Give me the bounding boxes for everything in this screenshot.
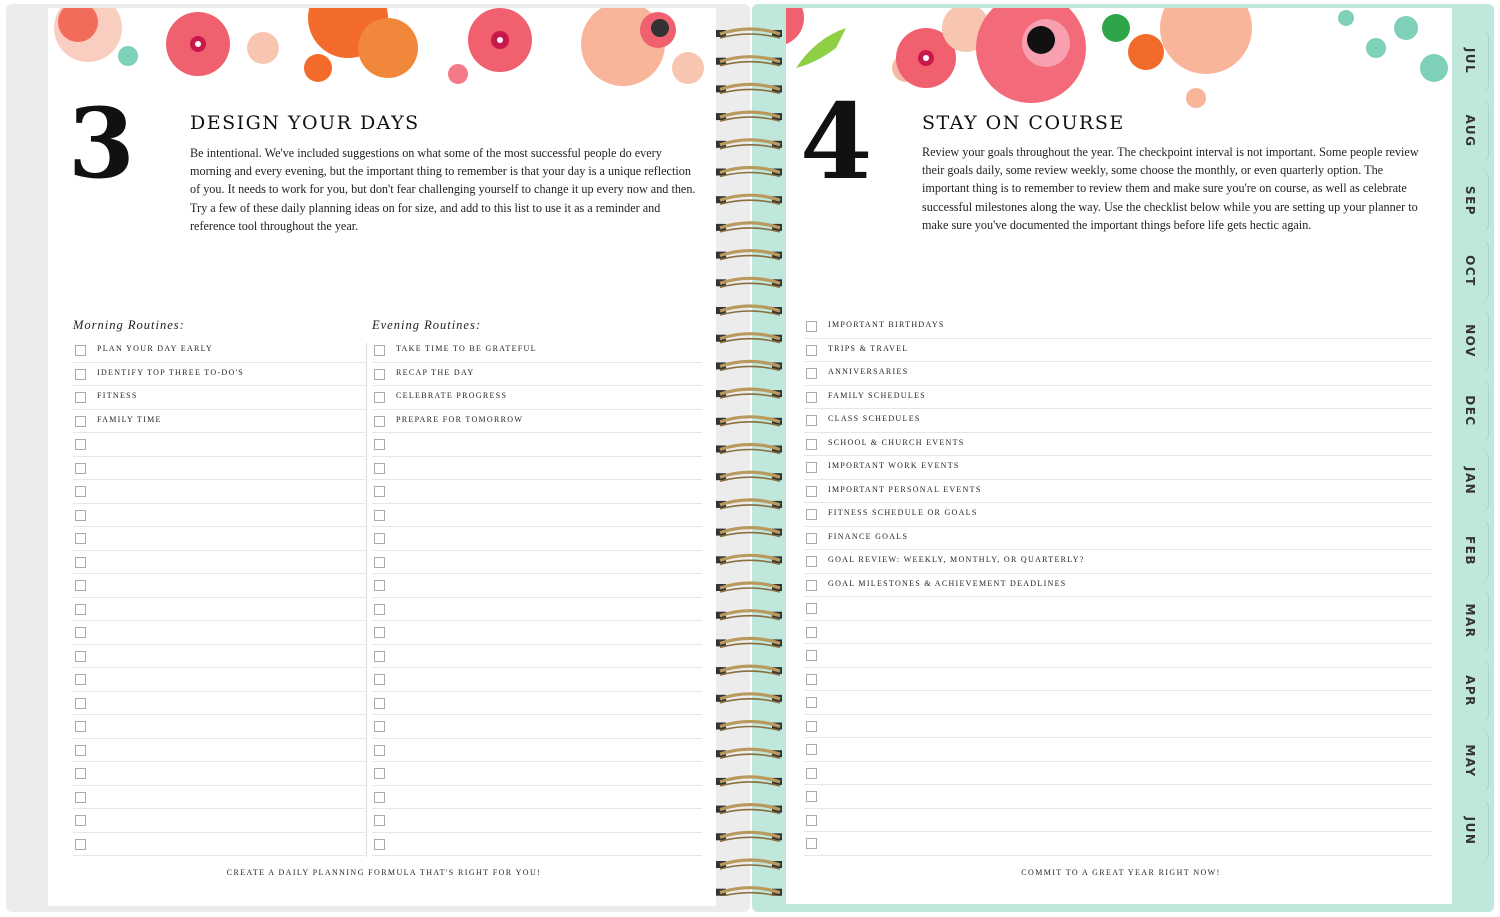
checkbox[interactable]	[374, 745, 385, 756]
checklist-row	[73, 598, 365, 622]
checklist-row	[372, 786, 702, 810]
checkbox[interactable]	[75, 486, 86, 497]
checkbox[interactable]	[75, 510, 86, 521]
checklist-item-label: FITNESS SCHEDULE OR GOALS	[828, 508, 978, 517]
checkbox[interactable]	[374, 510, 385, 521]
spiral-coil	[716, 888, 782, 896]
tab-jun[interactable]	[1452, 800, 1489, 862]
tab-nov[interactable]	[1452, 310, 1489, 372]
spiral-coil	[716, 334, 782, 343]
checklist-row	[804, 433, 1432, 457]
checklist-row	[372, 833, 702, 857]
checkbox[interactable]	[806, 697, 817, 708]
checklist-row	[804, 762, 1432, 786]
spiral-coil	[716, 445, 782, 454]
checklist-item-label: ANNIVERSARIES	[828, 367, 909, 376]
checkbox[interactable]	[374, 369, 385, 380]
tab-mar[interactable]	[1452, 590, 1489, 652]
spiral-coil	[716, 195, 782, 204]
checklist-row	[73, 833, 365, 857]
checkbox[interactable]	[806, 744, 817, 755]
checkbox[interactable]	[806, 768, 817, 779]
checklist-row	[804, 785, 1432, 809]
tab-label: JAN	[1463, 466, 1477, 496]
tab-label: APR	[1463, 675, 1477, 707]
spiral-coil	[716, 666, 782, 675]
checkbox[interactable]	[806, 556, 817, 567]
spiral-coil	[716, 251, 782, 260]
spiral-coil	[716, 278, 782, 287]
right-page	[786, 8, 1452, 904]
checklist-row	[372, 480, 702, 504]
spiral-coil	[716, 84, 782, 93]
checklist-row	[804, 644, 1432, 668]
tab-label: JUL	[1463, 47, 1477, 75]
checkbox[interactable]	[374, 768, 385, 779]
step-number: 3	[68, 87, 135, 200]
checkbox[interactable]	[374, 721, 385, 732]
month-tabs	[1452, 30, 1492, 870]
checklist-item-label: FAMILY TIME	[97, 414, 162, 424]
checklist-row	[73, 645, 365, 669]
checklist-row	[73, 527, 365, 551]
checkbox[interactable]	[806, 791, 817, 802]
checkbox[interactable]	[75, 698, 86, 709]
spiral-coil	[716, 583, 782, 592]
checkbox[interactable]	[75, 839, 86, 850]
checklist-row	[804, 480, 1432, 504]
checkbox[interactable]	[374, 580, 385, 591]
checklist-row	[804, 574, 1432, 598]
checkbox[interactable]	[374, 533, 385, 544]
checkbox[interactable]	[806, 721, 817, 732]
checklist-item-label: RECAP THE DAY	[396, 367, 475, 377]
checkbox[interactable]	[75, 392, 86, 403]
tab-dec[interactable]	[1452, 380, 1489, 442]
spiral-coil	[716, 528, 782, 537]
checkbox[interactable]	[374, 392, 385, 403]
tab-may[interactable]	[1452, 730, 1489, 792]
tab-oct[interactable]	[1452, 240, 1489, 302]
checkbox[interactable]	[75, 768, 86, 779]
checkbox[interactable]	[75, 557, 86, 568]
checkbox[interactable]	[374, 486, 385, 497]
spiral-coil	[716, 168, 782, 177]
checklist-item-label: FAMILY SCHEDULES	[828, 390, 927, 400]
checkbox[interactable]	[374, 557, 385, 568]
spiral-coil	[716, 29, 782, 38]
checklist-item-label: FITNESS	[97, 391, 138, 400]
checklist-row	[804, 409, 1432, 433]
checklist-item-label: CLASS SCHEDULES	[828, 414, 921, 423]
checkbox[interactable]	[75, 651, 86, 662]
checkbox[interactable]	[374, 674, 385, 685]
checklist-row	[804, 362, 1432, 386]
checkbox[interactable]	[75, 533, 86, 544]
checkbox[interactable]	[75, 721, 86, 732]
checklist-row	[372, 339, 702, 363]
tab-label: MAY	[1463, 744, 1477, 778]
spiral-coil	[716, 832, 782, 841]
checklist-row	[73, 410, 365, 434]
checkbox[interactable]	[374, 463, 385, 474]
spiral-coil	[716, 57, 782, 66]
checklist-item-label: FINANCE GOALS	[828, 531, 909, 541]
spiral-coil	[716, 306, 782, 315]
checklist-row	[372, 739, 702, 763]
checklist-row	[804, 668, 1432, 692]
checkbox[interactable]	[806, 838, 817, 849]
checklist-item-label: CELEBRATE PROGRESS	[396, 391, 508, 400]
spiral-coil	[716, 389, 782, 398]
spiral-coil	[716, 223, 782, 232]
checklist-item-label: GOAL REVIEW: WEEKLY, MONTHLY, OR QUARTERLY?	[828, 555, 1085, 564]
checklist-item-label: IMPORTANT PERSONAL EVENTS	[828, 484, 982, 494]
column-divider	[366, 343, 367, 857]
checklist-row	[73, 574, 365, 598]
checklist-row	[804, 339, 1432, 363]
checklist-item-label: IMPORTANT BIRTHDAYS	[828, 320, 945, 329]
checkbox[interactable]	[806, 533, 817, 544]
checklist-row	[73, 504, 365, 528]
checklist-row	[804, 315, 1432, 339]
checkbox[interactable]	[374, 698, 385, 709]
spiral-coil	[716, 472, 782, 481]
checkbox[interactable]	[806, 462, 817, 473]
tab-label: SEP	[1463, 185, 1477, 217]
checklist-row	[804, 597, 1432, 621]
tab-label: MAR	[1463, 603, 1477, 639]
checklist-row	[804, 715, 1432, 739]
checkbox[interactable]	[374, 627, 385, 638]
spiral-coil	[716, 140, 782, 149]
checklist-row	[372, 645, 702, 669]
checklist-row	[73, 551, 365, 575]
page-heading: STAY ON COURSE	[922, 112, 1125, 134]
checkbox[interactable]	[75, 604, 86, 615]
checkbox[interactable]	[374, 439, 385, 450]
checklist-row	[73, 692, 365, 716]
tab-label: JUN	[1463, 816, 1477, 846]
checklist-item-label: TRIPS & TRAVEL	[828, 343, 909, 353]
checkbox[interactable]	[75, 463, 86, 474]
checklist-row	[804, 691, 1432, 715]
tab-label: AUG	[1463, 114, 1477, 148]
checklist-row	[804, 550, 1432, 574]
spiral-coil	[716, 722, 782, 731]
checklist-row	[73, 339, 365, 363]
tab-jul[interactable]	[1452, 30, 1489, 92]
checklist-row	[372, 457, 702, 481]
checkbox[interactable]	[75, 439, 86, 450]
checkbox[interactable]	[75, 580, 86, 591]
spiral-coil	[716, 555, 782, 564]
checkbox[interactable]	[806, 368, 817, 379]
tab-label: OCT	[1463, 255, 1477, 287]
tab-feb[interactable]	[1452, 520, 1489, 582]
checklist-row	[73, 386, 365, 410]
checkbox[interactable]	[806, 815, 817, 826]
tab-apr[interactable]	[1452, 660, 1489, 722]
spiral-coil	[716, 777, 782, 786]
spiral-coil	[716, 749, 782, 758]
checklist-row	[372, 363, 702, 387]
checklist-item-label: SCHOOL & CHURCH EVENTS	[828, 437, 965, 447]
checkbox[interactable]	[374, 604, 385, 615]
checklist-row	[73, 809, 365, 833]
checkbox[interactable]	[374, 792, 385, 803]
spiral-coil	[716, 417, 782, 426]
checklist-row	[73, 762, 365, 786]
checklist-item-label: IMPORTANT WORK EVENTS	[828, 461, 960, 470]
checklist-row	[73, 786, 365, 810]
floral-header-left	[48, 8, 716, 118]
checklist-row	[73, 621, 365, 645]
checklist-row	[372, 715, 702, 739]
checkbox[interactable]	[75, 674, 86, 685]
tab-jan[interactable]	[1452, 450, 1489, 512]
spiral-coil	[716, 805, 782, 814]
checkbox[interactable]	[75, 815, 86, 826]
checkbox[interactable]	[806, 321, 817, 332]
spiral-coil	[716, 860, 782, 869]
checkbox[interactable]	[806, 439, 817, 450]
checkbox[interactable]	[806, 674, 817, 685]
checklist-row	[372, 504, 702, 528]
spiral-coil	[716, 638, 782, 647]
morning-routines-title: Morning Routines:	[73, 318, 185, 332]
checkbox[interactable]	[806, 603, 817, 614]
checklist-row	[804, 503, 1432, 527]
checklist-row	[804, 527, 1432, 551]
intro-paragraph: Review your goals throughout the year. The checkpoint interval is not important. Some people review their goals daily, some review weekly, some choose the monthly, or even quarterly option. The important thing is to remember to review them and make sure you're on course, as well as celebrate successful milestones along the way. Use the checklist below while you are setting up your planner to make sure you've documented the important things before life gets hectic again.	[922, 145, 1419, 232]
tab-label: FEB	[1463, 535, 1477, 567]
checkbox[interactable]	[75, 345, 86, 356]
checklist-row	[372, 433, 702, 457]
checklist-row	[73, 715, 365, 739]
intro-paragraph: Be intentional. We've included suggestions on what some of the most successful people do every morning and every evening, but the important thing to remember is that your day is a unique reflection of you. It needs to work for you, but don't fear challenging yourself to change it up every now and then. Try a few of these daily planning ideas on for size, and add to this list to use it as a reminder and reference tool throughout the year.	[190, 146, 696, 233]
spiral-coil	[716, 361, 782, 370]
checklist-item-label: PLAN YOUR DAY EARLY	[97, 344, 214, 353]
checkbox[interactable]	[806, 415, 817, 426]
checklist-row	[73, 739, 365, 763]
goals-checklist	[804, 315, 1432, 856]
evening-checklist	[372, 339, 702, 856]
checklist-row	[73, 668, 365, 692]
checkbox[interactable]	[75, 369, 86, 380]
checklist-row	[804, 621, 1432, 645]
checklist-row	[804, 738, 1432, 762]
checklist-row	[804, 832, 1432, 856]
checkbox[interactable]	[374, 416, 385, 427]
checkbox[interactable]	[806, 392, 817, 403]
checklist-row	[372, 692, 702, 716]
evening-routines-title: Evening Routines:	[372, 318, 481, 332]
spiral-coil	[716, 694, 782, 703]
checklist-row	[73, 433, 365, 457]
checkbox[interactable]	[806, 650, 817, 661]
checkbox[interactable]	[75, 792, 86, 803]
checklist-row	[372, 598, 702, 622]
checklist-row	[73, 457, 365, 481]
morning-checklist	[73, 339, 365, 856]
checklist-row	[804, 456, 1432, 480]
checklist-row	[372, 410, 702, 434]
checklist-row	[372, 668, 702, 692]
checkbox[interactable]	[75, 627, 86, 638]
checklist-item-label: IDENTIFY TOP THREE TO-DO'S	[97, 367, 245, 377]
checklist-item-label: GOAL MILESTONES & ACHIEVEMENT DEADLINES	[828, 578, 1067, 588]
checkbox[interactable]	[75, 416, 86, 427]
checklist-row	[372, 527, 702, 551]
checklist-row	[372, 551, 702, 575]
checklist-row	[804, 809, 1432, 833]
checkbox[interactable]	[75, 745, 86, 756]
checklist-row	[372, 809, 702, 833]
checkbox[interactable]	[806, 486, 817, 497]
checklist-row	[372, 621, 702, 645]
checkbox[interactable]	[806, 345, 817, 356]
tab-label: DEC	[1463, 395, 1477, 427]
checklist-item-label: PREPARE FOR TOMORROW	[396, 414, 524, 424]
checkbox[interactable]	[806, 627, 817, 638]
checklist-row	[372, 574, 702, 598]
tab-label: NOV	[1463, 324, 1477, 358]
spiral-coil	[716, 500, 782, 509]
checklist-row	[73, 363, 365, 387]
checklist-row	[372, 762, 702, 786]
step-number: 4	[800, 80, 873, 203]
checkbox[interactable]	[806, 580, 817, 591]
checkbox[interactable]	[374, 815, 385, 826]
spiral-coil	[716, 112, 782, 121]
checkbox[interactable]	[374, 651, 385, 662]
checklist-row	[73, 480, 365, 504]
checklist-item-label: TAKE TIME TO BE GRATEFUL	[396, 344, 537, 353]
checklist-row	[804, 386, 1432, 410]
checkbox[interactable]	[374, 345, 385, 356]
checkbox[interactable]	[806, 509, 817, 520]
tab-aug[interactable]	[1452, 100, 1489, 162]
page-footer: CREATE A DAILY PLANNING FORMULA THAT'S RIGHT FOR YOU!	[226, 868, 542, 877]
floral-header-right	[786, 8, 1452, 118]
left-page	[48, 8, 716, 906]
spiral-binding	[714, 20, 786, 896]
checklist-row	[372, 386, 702, 410]
tab-sep[interactable]	[1452, 170, 1489, 232]
checkbox[interactable]	[374, 839, 385, 850]
page-heading: DESIGN YOUR DAYS	[190, 112, 420, 134]
spiral-coil	[716, 611, 782, 620]
page-footer: COMMIT TO A GREAT YEAR RIGHT NOW!	[1021, 868, 1221, 877]
